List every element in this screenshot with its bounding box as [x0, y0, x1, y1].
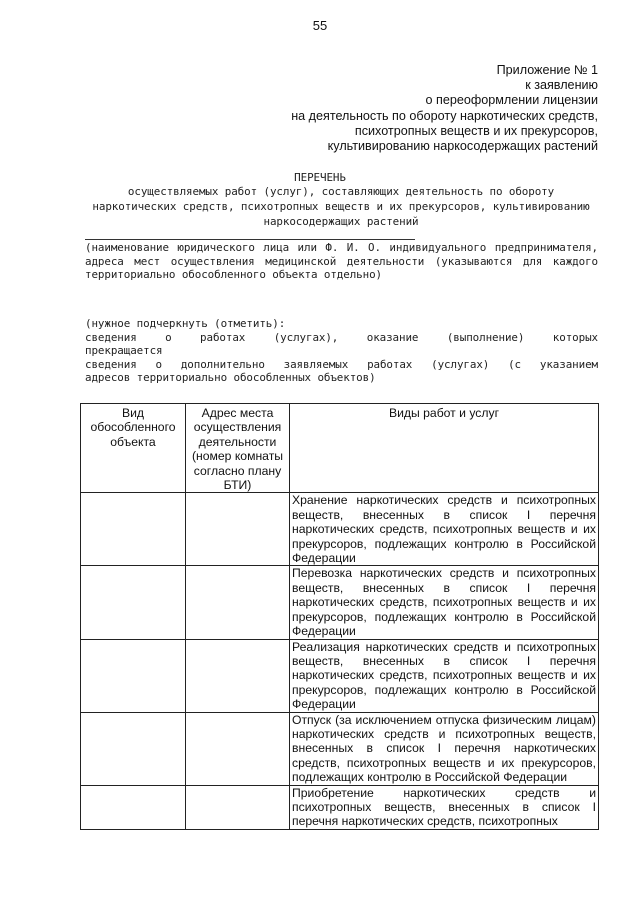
mark-instruction-line: прекращается [85, 344, 163, 357]
table-row [81, 566, 599, 639]
address-cell [186, 493, 290, 566]
annex-line: культивированию наркосодержащих растений [327, 139, 598, 154]
column-header: Адрес места осуществления деятельности (номер комнаты согласно плану БТИ) [186, 404, 290, 493]
address-cell [186, 639, 290, 712]
object-cell [81, 493, 186, 566]
annex-line: о переоформлении лицензии [425, 93, 598, 108]
service-cell: Приобретение наркотических средств и психотропных веществ, внесенных в список I перечня наркотических средств, психотропных [290, 785, 599, 829]
address-cell [186, 566, 290, 639]
table-header-row [81, 404, 599, 493]
mark-instruction-line: сведения о работах (услугах), оказание (выполнение) которых [85, 330, 598, 344]
table-row [81, 493, 599, 566]
fill-in-line [85, 239, 415, 240]
mark-instruction [85, 317, 598, 385]
object-cell [81, 639, 186, 712]
services-table [80, 403, 599, 830]
service-cell: Реализация наркотических средств и психотропных веществ, внесенных в список I перечня наркотических средств, психотропных веществ и их прекурсоров, подлежащих контролю в Российской Федерации [290, 639, 599, 712]
address-cell [186, 712, 290, 785]
annex-line: Приложение № 1 [496, 63, 598, 77]
service-cell: Хранение наркотических средств и психотропных веществ, внесенных в список I перечня наркотических средств, психотропных веществ и их прекурсоров, подлежащих контролю в Российской Федерации [290, 493, 599, 566]
page-number: 55 [312, 18, 328, 33]
column-header: Виды работ и услуг [290, 404, 599, 493]
object-cell [81, 566, 186, 639]
entity-name-hint: (наименование юридического лица или Ф. И. О. индивидуального предпринимателя, адреса мест осуществления медицинской деятельности (указываются для каждого территориально обособленного объекта отдельно) [85, 241, 598, 281]
table-row [81, 639, 599, 712]
annex-heading [178, 63, 598, 154]
list-title: ПЕРЕЧЕНЬ [294, 171, 346, 184]
service-cell: Перевозка наркотических средств и психотропных веществ, внесенных в список I перечня наркотических средств, психотропных веществ и их прекурсоров, подлежащих контролю в Российской Федерации [290, 566, 599, 639]
mark-instruction-line: сведения о дополнительно заявляемых работах (услугах) (с указанием [85, 357, 598, 371]
annex-line: психотропных веществ и их прекурсоров, [354, 123, 598, 138]
table-row [81, 712, 599, 785]
object-cell [81, 712, 186, 785]
annex-line: к заявлению [525, 78, 598, 93]
address-cell [186, 785, 290, 829]
mark-instruction-line: адресов территориально обособленных объектов) [85, 371, 376, 384]
table-row [81, 785, 599, 829]
page-bottom-edge [0, 858, 640, 905]
object-cell [81, 785, 186, 829]
list-subtitle: осуществляемых работ (услуг), составляющих деятельность по обороту наркотических средств, психотропных веществ и их прекурсоров, культивированию наркосодержащих растений [92, 185, 590, 228]
service-cell: Отпуск (за исключением отпуска физическим лицам) наркотических средств и психотропных веществ, внесенных в список I перечня наркотических средств, психотропных веществ и их прекурсоров, подлежащих контролю в Российской Федерации [290, 712, 599, 785]
annex-line: на деятельность по обороту наркотических средств, [291, 108, 598, 123]
mark-instruction-line: (нужное подчеркнуть (отметить): [85, 317, 286, 330]
column-header: Вид обособленного объекта [81, 404, 186, 493]
